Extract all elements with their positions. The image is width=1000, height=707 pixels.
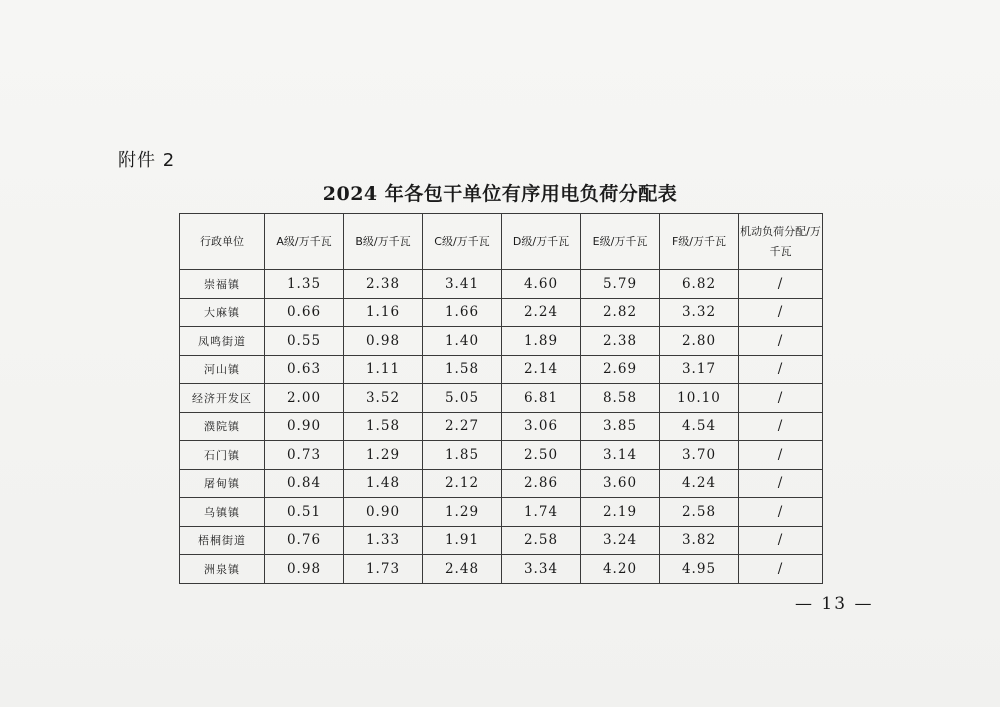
table-cell: 1.11 — [344, 355, 423, 384]
attachment-label: 附件 2 — [118, 150, 176, 171]
table-cell: / — [739, 498, 823, 527]
table-cell: 1.74 — [502, 498, 581, 527]
header-cell: 行政单位 — [180, 214, 265, 270]
unit-name-cell: 梧桐街道 — [180, 526, 265, 555]
table-cell: 1.29 — [344, 441, 423, 470]
table-cell: 1.40 — [423, 327, 502, 356]
header-cell: 机动负荷分配/万千瓦 — [739, 214, 823, 270]
table-cell: / — [739, 355, 823, 384]
table-row — [180, 270, 823, 299]
unit-name-cell: 乌镇镇 — [180, 498, 265, 527]
unit-name-cell: 崇福镇 — [180, 270, 265, 299]
table-cell: 1.73 — [344, 555, 423, 584]
table-cell: 3.34 — [502, 555, 581, 584]
table-cell: / — [739, 412, 823, 441]
table-cell: 2.80 — [660, 327, 739, 356]
table-cell: 0.90 — [265, 412, 344, 441]
table-cell: 2.00 — [265, 384, 344, 413]
table-cell: 1.91 — [423, 526, 502, 555]
table-cell: 2.14 — [502, 355, 581, 384]
table-cell: 2.58 — [660, 498, 739, 527]
table-cell: 0.63 — [265, 355, 344, 384]
table-cell: 8.58 — [581, 384, 660, 413]
table-title: 2024 年各包干单位有序用电负荷分配表 — [322, 183, 678, 205]
table-cell: 3.17 — [660, 355, 739, 384]
table-cell: 3.85 — [581, 412, 660, 441]
table-cell: 2.27 — [423, 412, 502, 441]
table-cell: 3.32 — [660, 298, 739, 327]
table-cell: 10.10 — [660, 384, 739, 413]
table-row — [180, 441, 823, 470]
table-cell: 0.98 — [344, 327, 423, 356]
table-row — [180, 412, 823, 441]
table-cell: 3.24 — [581, 526, 660, 555]
table-body — [180, 270, 823, 584]
table-cell: 1.89 — [502, 327, 581, 356]
table-row — [180, 298, 823, 327]
table-cell: 1.58 — [344, 412, 423, 441]
table-cell: / — [739, 270, 823, 299]
table-cell: 2.19 — [581, 498, 660, 527]
table-cell: 0.73 — [265, 441, 344, 470]
table-cell: 1.85 — [423, 441, 502, 470]
table-cell: 0.66 — [265, 298, 344, 327]
header-cell: B级/万千瓦 — [344, 214, 423, 270]
table-cell: 0.90 — [344, 498, 423, 527]
unit-name-cell: 洲泉镇 — [180, 555, 265, 584]
table-cell: 3.14 — [581, 441, 660, 470]
table-cell: 2.38 — [344, 270, 423, 299]
table-cell: / — [739, 469, 823, 498]
table-cell: 2.24 — [502, 298, 581, 327]
unit-name-cell: 河山镇 — [180, 355, 265, 384]
header-cell: D级/万千瓦 — [502, 214, 581, 270]
unit-name-cell: 濮院镇 — [180, 412, 265, 441]
table-cell: 0.98 — [265, 555, 344, 584]
table-cell: 6.82 — [660, 270, 739, 299]
table-cell: 3.82 — [660, 526, 739, 555]
table-cell: 2.86 — [502, 469, 581, 498]
header-cell: F级/万千瓦 — [660, 214, 739, 270]
unit-name-cell: 屠甸镇 — [180, 469, 265, 498]
table-row — [180, 469, 823, 498]
table-cell: 0.84 — [265, 469, 344, 498]
table-cell: / — [739, 555, 823, 584]
table-cell: 4.24 — [660, 469, 739, 498]
table-cell: 1.66 — [423, 298, 502, 327]
table-cell: 4.20 — [581, 555, 660, 584]
table-cell: 2.50 — [502, 441, 581, 470]
table-cell: / — [739, 441, 823, 470]
table-cell: 4.60 — [502, 270, 581, 299]
load-allocation-table — [179, 213, 823, 584]
unit-name-cell: 大麻镇 — [180, 298, 265, 327]
table-cell: 2.58 — [502, 526, 581, 555]
table-row — [180, 555, 823, 584]
table-row — [180, 526, 823, 555]
table-cell: 3.52 — [344, 384, 423, 413]
header-cell: E级/万千瓦 — [581, 214, 660, 270]
table-cell: 2.82 — [581, 298, 660, 327]
table-cell: 0.55 — [265, 327, 344, 356]
table-cell: 1.58 — [423, 355, 502, 384]
table-row — [180, 498, 823, 527]
table-cell: / — [739, 384, 823, 413]
table-cell: 0.76 — [265, 526, 344, 555]
table-cell: 6.81 — [502, 384, 581, 413]
table-cell: 3.60 — [581, 469, 660, 498]
table-cell: 2.69 — [581, 355, 660, 384]
table-cell: 1.33 — [344, 526, 423, 555]
table-cell: / — [739, 298, 823, 327]
table-cell: 2.12 — [423, 469, 502, 498]
table-cell: 4.54 — [660, 412, 739, 441]
header-cell: C级/万千瓦 — [423, 214, 502, 270]
table-cell: 2.48 — [423, 555, 502, 584]
table-row — [180, 355, 823, 384]
table-cell: / — [739, 327, 823, 356]
table-cell: 3.06 — [502, 412, 581, 441]
table-cell: 1.48 — [344, 469, 423, 498]
table-row — [180, 327, 823, 356]
unit-name-cell: 经济开发区 — [180, 384, 265, 413]
table-row — [180, 384, 823, 413]
unit-name-cell: 石门镇 — [180, 441, 265, 470]
page-number: — 13 — — [795, 594, 874, 614]
table-cell: 1.35 — [265, 270, 344, 299]
table-cell: 5.79 — [581, 270, 660, 299]
table-cell: 5.05 — [423, 384, 502, 413]
unit-name-cell: 凤鸣街道 — [180, 327, 265, 356]
table-cell: 3.41 — [423, 270, 502, 299]
table-header-row — [180, 214, 823, 270]
table-cell: 3.70 — [660, 441, 739, 470]
header-cell: A级/万千瓦 — [265, 214, 344, 270]
table-cell: / — [739, 526, 823, 555]
table-cell: 2.38 — [581, 327, 660, 356]
table-cell: 1.16 — [344, 298, 423, 327]
table-cell: 1.29 — [423, 498, 502, 527]
table-cell: 4.95 — [660, 555, 739, 584]
table-cell: 0.51 — [265, 498, 344, 527]
